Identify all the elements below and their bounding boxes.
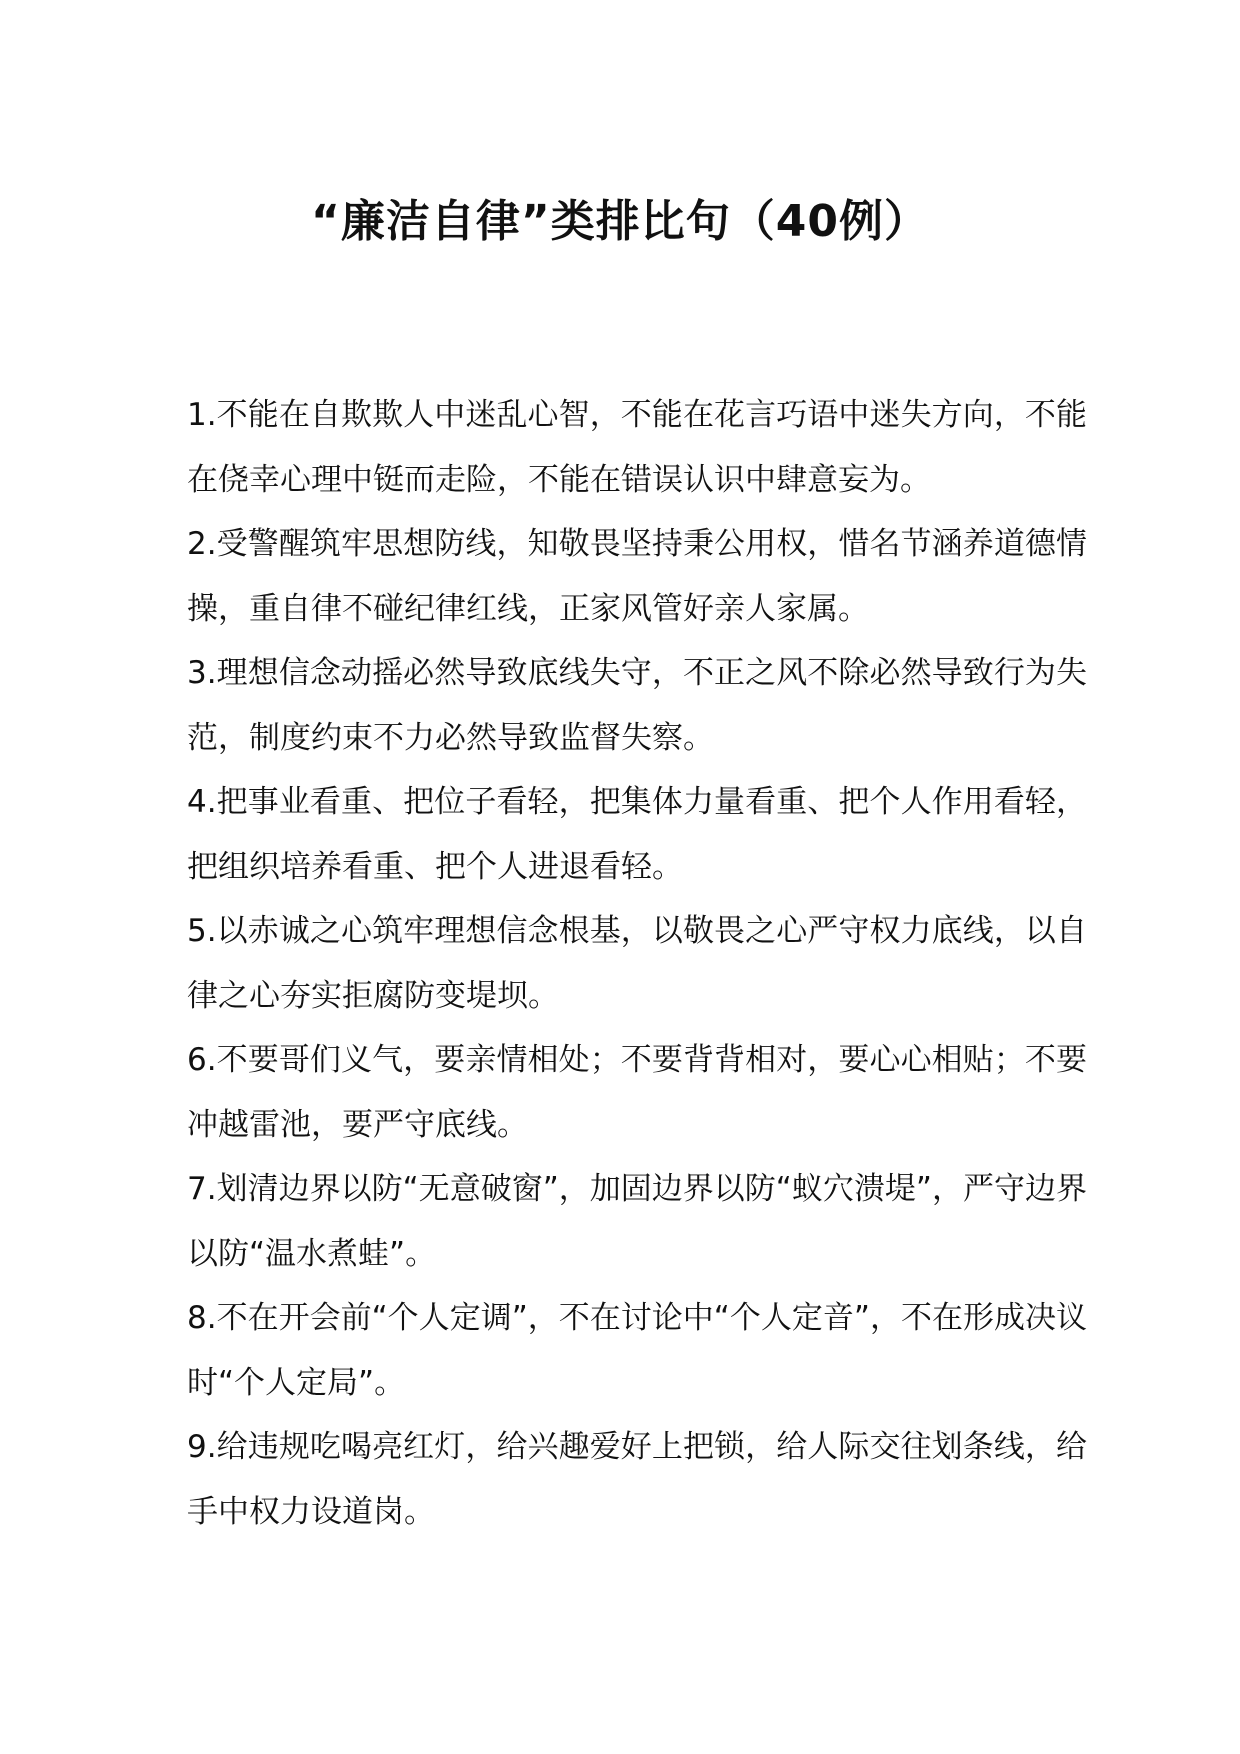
list-item: 9.给违规吃喝亮红灯，给兴趣爱好上把锁，给人际交往划条线，给手中权力设道岗。 <box>187 1429 1087 1530</box>
page-title: “廉洁自律”类排比句（40例） <box>310 196 930 247</box>
list-item: 2.受警醒筑牢思想防线，知敬畏坚持秉公用权，惜名节涵养道德情操，重自律不碰纪律红线，正家风管好亲人家属。 <box>187 526 1087 627</box>
list-item: 4.把事业看重、把位子看轻，把集体力量看重、把个人作用看轻，把组织培养看重、把个人进退看轻。 <box>187 784 1087 885</box>
list-item: 1.不能在自欺欺人中迷乱心智，不能在花言巧语中迷失方向，不能在侥幸心理中铤而走险，不能在错误认识中肆意妄为。 <box>187 397 1087 498</box>
sentence-list <box>187 383 1087 1544</box>
list-item: 8.不在开会前“个人定调”，不在讨论中“个人定音”，不在形成决议时“个人定局”。 <box>187 1300 1087 1401</box>
list-item: 6.不要哥们义气，要亲情相处；不要背背相对，要心心相贴；不要冲越雷池，要严守底线。 <box>187 1042 1087 1143</box>
list-item: 5.以赤诚之心筑牢理想信念根基，以敬畏之心严守权力底线，以自律之心夯实拒腐防变堤坝。 <box>187 913 1087 1014</box>
list-item: 7.划清边界以防“无意破窗”，加固边界以防“蚁穴溃堤”，严守边界以防“温水煮蛙”。 <box>187 1171 1087 1272</box>
list-item: 3.理想信念动摇必然导致底线失守，不正之风不除必然导致行为失范，制度约束不力必然导致监督失察。 <box>187 655 1087 756</box>
